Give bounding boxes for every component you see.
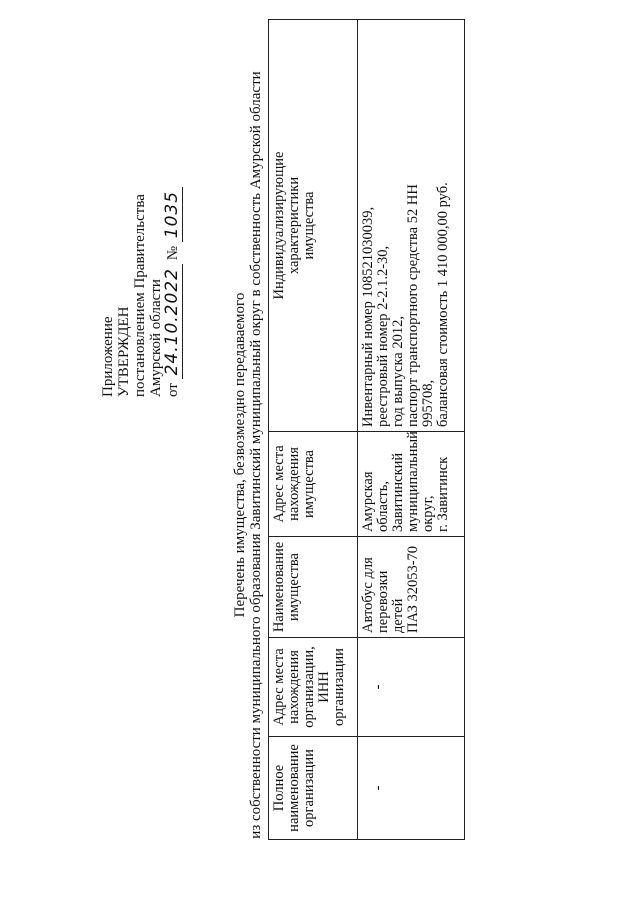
cell-property-name — [358, 537, 465, 638]
cell-text: год выпуска 2012, — [390, 316, 406, 427]
date-number-line — [164, 97, 181, 397]
header-full-name — [269, 737, 358, 840]
header-text: Наименование — [271, 541, 287, 633]
cell-text: Инвентарный номер 108521030039, — [360, 206, 376, 427]
handwritten-number: 1035 — [162, 187, 183, 242]
header-text: Адрес места — [271, 648, 287, 726]
cell-property-address — [358, 432, 465, 537]
dash-value: - — [370, 785, 386, 791]
document-title-line-2: из собственности муниципального образования Завитинский муниципальный округ в собственность Амурской области — [248, 71, 264, 839]
date-prefix: от — [165, 383, 181, 397]
header-text: имущества — [286, 553, 302, 622]
cell-text: ПАЗ 32053-70 — [405, 545, 421, 633]
property-table — [268, 19, 465, 840]
header-text: имущества — [301, 450, 317, 519]
header-text: Адрес места — [271, 445, 287, 523]
approval-block — [100, 97, 181, 397]
cell-text: реестровый номер 2-2.1.2-30, — [375, 245, 391, 427]
cell-text: перевозки детей — [375, 570, 406, 633]
header-text: нахождения — [286, 447, 302, 521]
cell-text: Завитинский — [390, 452, 406, 532]
approved-label: УТВЕРЖДЕН — [116, 306, 132, 397]
cell-text: паспорт транспортного средства 52 НН — [405, 184, 421, 427]
header-characteristics — [269, 20, 358, 432]
header-property-name — [269, 537, 358, 638]
cell-text: Автобус для — [360, 557, 376, 633]
cell-org-address — [358, 638, 465, 737]
cell-text: округ, — [420, 495, 436, 532]
cell-full-name — [358, 737, 465, 840]
cell-text: Амурская область, — [360, 471, 391, 532]
cell-characteristics — [358, 20, 465, 432]
number-prefix: № — [165, 245, 181, 261]
cell-text: г. Завитинск — [435, 456, 451, 532]
cell-text: муниципальный — [405, 431, 421, 532]
header-text: Полное — [271, 764, 287, 812]
header-org-address — [269, 638, 358, 737]
header-text: нахождения — [286, 650, 302, 724]
appendix-label: Приложение — [100, 316, 116, 397]
header-text: имущества — [301, 191, 317, 260]
header-text: Индивидуализирующие — [271, 151, 287, 300]
header-text: характеристики — [286, 176, 302, 275]
dash-value: - — [370, 684, 386, 690]
document-title-line-1: Перечень имущества, безвозмездно передаваемого — [232, 292, 248, 618]
header-text: наименование — [286, 744, 302, 832]
table-header-row — [269, 20, 358, 840]
cell-text: 995708, — [420, 379, 436, 427]
approved-by-line: постановлением Правительства — [132, 194, 148, 397]
handwritten-date: 24.10.2022 — [162, 264, 183, 379]
header-property-address — [269, 432, 358, 537]
header-text: организации, — [301, 646, 317, 728]
header-text: организации — [301, 749, 317, 827]
header-text: организации — [331, 648, 347, 726]
header-text: ИНН — [316, 671, 332, 703]
region-line: Амурской области — [148, 279, 164, 397]
table-row — [358, 20, 465, 840]
cell-text: балансовая стоимость 1 410 000,00 руб. — [435, 182, 451, 427]
